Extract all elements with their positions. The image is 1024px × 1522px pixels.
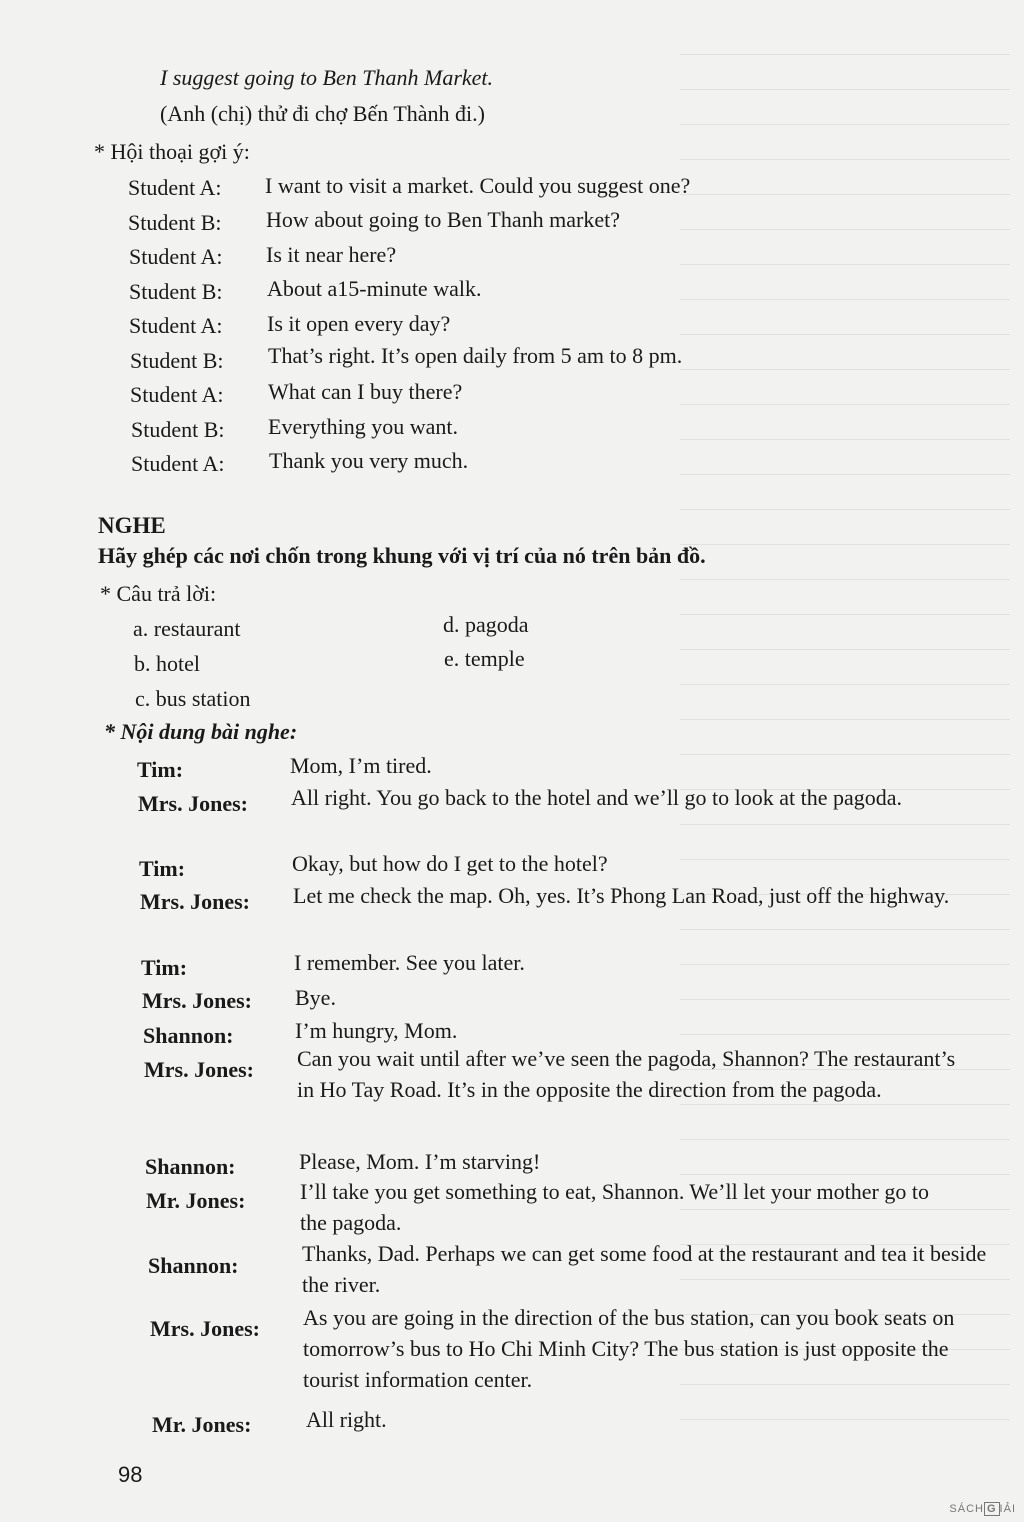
script-line: All right. [306,1407,387,1432]
speaker-label: Mrs. Jones: [144,1057,254,1082]
speaker-label: Student B: [128,210,222,235]
answer-item: c. bus station [135,686,251,711]
dialogue-line: What can I buy there? [268,379,463,404]
script-line: Thanks, Dad. Perhaps we can get some food at the restaurant and tea it beside the river. [302,1241,987,1297]
section-instruction: Hãy ghép các nơi chốn trong khung với vị trí của nó trên bản đồ. [98,543,706,568]
speaker-label: Tim: [141,955,188,980]
script-line: Can you wait until after we’ve seen the pagoda, Shannon? The restaurant’s in Ho Tay Road. It’s in the opposite the direction from the pagoda. [297,1046,956,1102]
speaker-label: Tim: [139,856,186,881]
dialogue-line: I want to visit a market. Could you suggest one? [265,173,691,198]
speaker-label: Student B: [130,348,224,373]
speaker-label: Student B: [129,279,223,304]
answer-item: d. pagoda [443,612,529,637]
speaker-label: Mrs. Jones: [140,889,250,914]
script-line: Mom, I’m tired. [290,753,432,778]
speaker-label: Student B: [131,417,225,442]
speaker-label: Student A: [128,175,222,200]
script-line: I remember. See you later. [294,950,525,975]
speaker-label: Mrs. Jones: [150,1316,260,1341]
script-line: Let me check the map. Oh, yes. It’s Phong Lan Road, just off the highway. [293,883,950,908]
speaker-label: Shannon: [148,1253,239,1278]
suggest-sentence-vi: (Anh (chị) thử đi chợ Bến Thành đi.) [160,101,485,126]
speaker-label: Mrs. Jones: [138,791,248,816]
speaker-label: Shannon: [145,1154,236,1179]
speaker-label: Student A: [129,244,223,269]
script-line: As you are going in the direction of the bus station, can you book seats on tomorrow’s bus to Ho Chi Minh City? The bus station is just opposite the tourist information center. [303,1305,955,1392]
answers-heading: * Câu trả lời: [100,581,217,606]
watermark-prefix: SÁCH [949,1503,984,1515]
answer-item: e. temple [444,646,525,671]
script-line: Please, Mom. I’m starving! [299,1149,541,1174]
script-line: Bye. [295,985,336,1010]
speaker-label: Student A: [131,451,225,476]
dialogue-line: How about going to Ben Thanh market? [266,207,620,232]
speaker-label: Shannon: [143,1023,234,1048]
dialogue-heading: * Hội thoại gợi ý: [94,139,250,164]
dialogue-line: Is it near here? [266,242,397,267]
answer-item: a. restaurant [133,616,241,641]
dialogue-line: Is it open every day? [267,311,451,336]
speaker-label: Mr. Jones: [146,1188,246,1213]
script-line: I’ll take you get something to eat, Shannon. We’ll let your mother go to the pagoda. [300,1179,929,1235]
watermark-suffix: IẢI [999,1503,1016,1515]
answer-item: b. hotel [134,651,200,676]
dialogue-line: That’s right. It’s open daily from 5 am to 8 pm. [268,343,683,368]
speaker-label: Student A: [130,382,224,407]
script-heading: * Nội dung bài nghe: [104,719,298,744]
dialogue-line: Everything you want. [268,414,459,439]
page-number: 98 [118,1462,143,1487]
publisher-watermark [949,1502,1016,1516]
dialogue-line: About a15-minute walk. [267,276,482,301]
speaker-label: Mrs. Jones: [142,988,252,1013]
speaker-label: Student A: [129,313,223,338]
dialogue-line: Thank you very much. [269,448,469,473]
section-title: NGHE [98,513,166,538]
watermark-box-letter: G [984,1502,1000,1516]
script-line: All right. You go back to the hotel and we’ll go to look at the pagoda. [291,785,903,810]
script-line: I’m hungry, Mom. [295,1018,458,1043]
script-line: Okay, but how do I get to the hotel? [292,851,608,876]
suggest-sentence-en: I suggest going to Ben Thanh Market. [160,65,494,90]
speaker-label: Mr. Jones: [152,1412,252,1437]
speaker-label: Tim: [137,757,184,782]
